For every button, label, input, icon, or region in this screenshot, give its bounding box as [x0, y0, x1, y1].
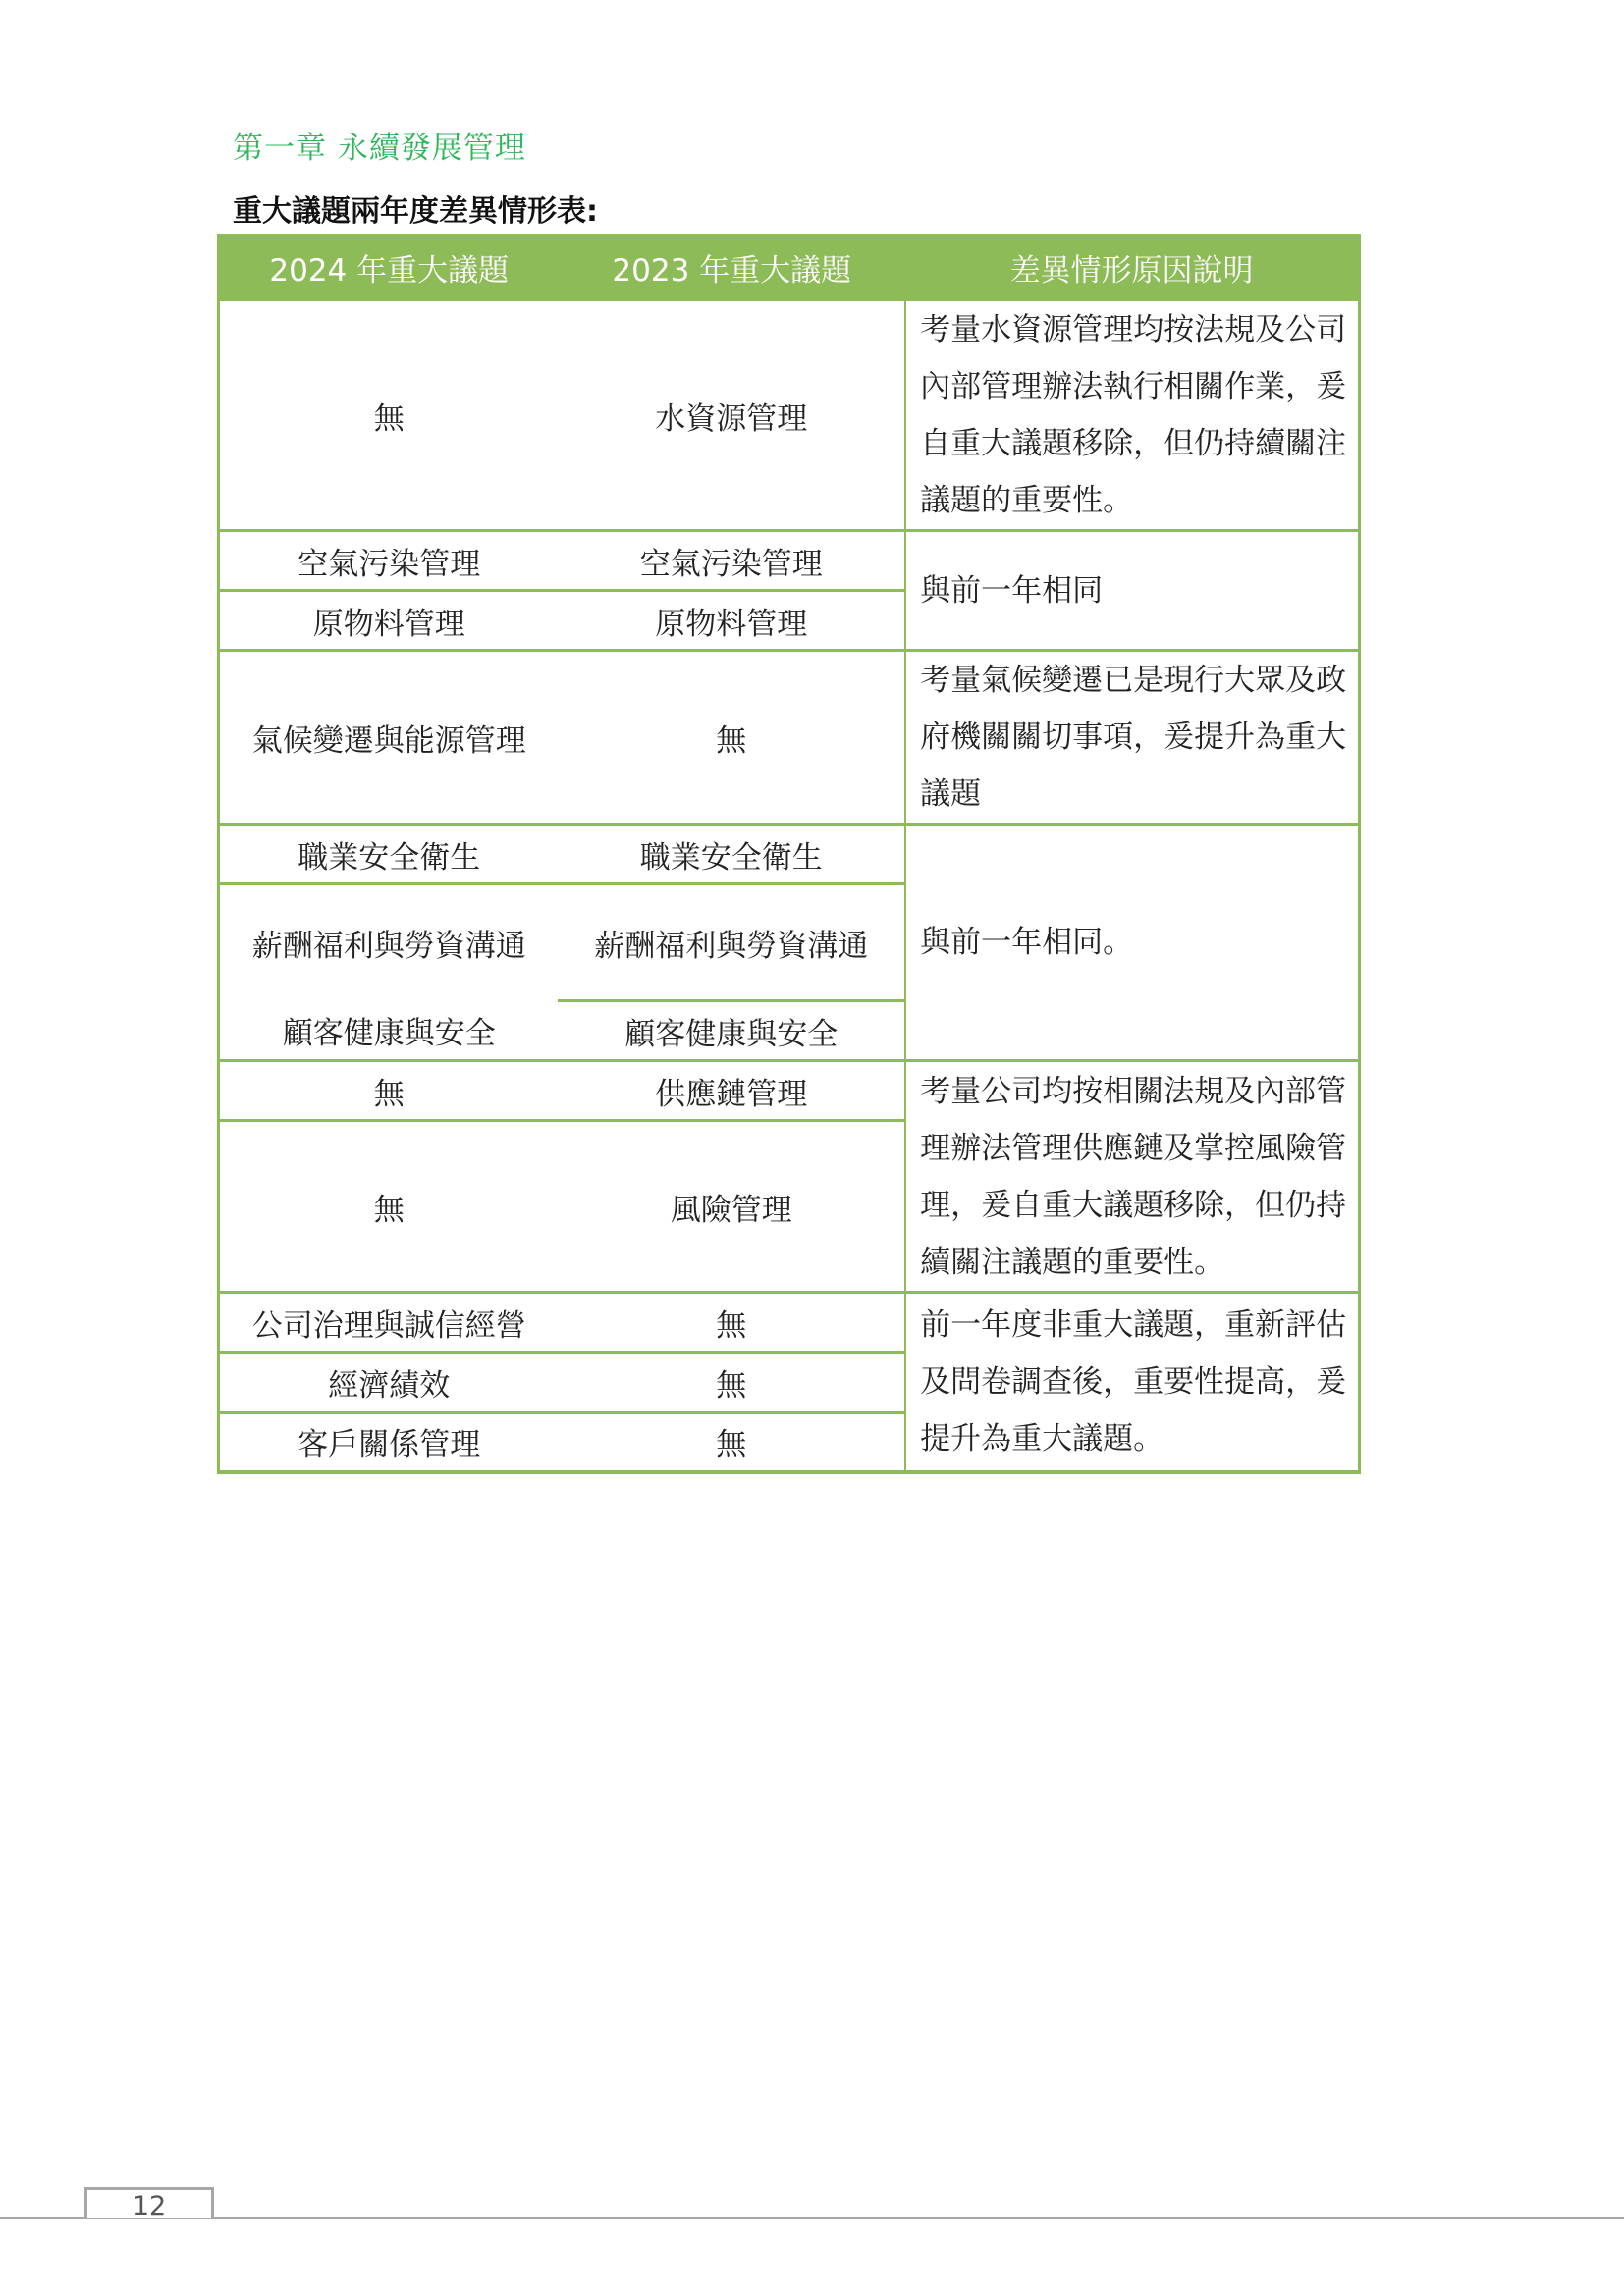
table-row [219, 651, 1360, 825]
page-number: 12 [132, 2191, 167, 2221]
table-row [219, 1061, 1360, 1121]
cell-2024-issue: 原物料管理 [219, 591, 559, 651]
cell-reason: 考量氣候變遷已是現行大眾及政府機關關切事項，爰提升為重大議題 [905, 651, 1359, 825]
header-2024-issues: 2024 年重大議題 [219, 236, 559, 300]
cell-2023-issue: 無 [558, 1413, 905, 1472]
cell-2023-issue: 無 [558, 651, 905, 825]
cell-2023-issue: 職業安全衛生 [558, 825, 905, 884]
cell-reason: 考量水資源管理均按法規及公司內部管理辦法執行相關作業，爰自重大議題移除，但仍持續關注議題的重要性。 [905, 300, 1359, 531]
cell-2024-issue: 無 [219, 1061, 559, 1121]
table-row [219, 300, 1360, 531]
cell-2024-issue: 無 [219, 300, 559, 531]
cell-2024-issue: 職業安全衛生 [219, 825, 559, 884]
cell-2024-issue: 客戶關係管理 [219, 1413, 559, 1472]
cell-2023-issue: 薪酬福利與勞資溝通 [558, 884, 905, 1001]
cell-2023-issue: 供應鏈管理 [558, 1061, 905, 1121]
header-reason: 差異情形原因說明 [905, 236, 1359, 300]
table-header-row [219, 236, 1360, 300]
cell-reason: 考量公司均按相關法規及內部管理辦法管理供應鏈及掌控風險管理，爰自重大議題移除，但仍持續關注議題的重要性。 [905, 1061, 1359, 1293]
cell-reason: 與前一年相同。 [905, 825, 1359, 1061]
table-row [219, 531, 1360, 591]
cell-2023-issue: 無 [558, 1293, 905, 1353]
material-issues-table [217, 234, 1361, 1474]
cell-2024-issue: 無 [219, 1121, 559, 1293]
cell-2024-issue: 公司治理與誠信經營 [219, 1293, 559, 1353]
chapter-heading: 第一章 永續發展管理 [233, 131, 526, 166]
footer-divider [0, 2217, 1624, 2219]
cell-2024-issue: 薪酬福利與勞資溝通 [219, 884, 559, 1001]
header-2023-issues: 2023 年重大議題 [558, 236, 905, 300]
cell-reason: 前一年度非重大議題，重新評估及問卷調查後，重要性提高，爰提升為重大議題。 [905, 1293, 1359, 1472]
cell-2024-issue: 氣候變遷與能源管理 [219, 651, 559, 825]
cell-2024-issue: 空氣污染管理 [219, 531, 559, 591]
table-title: 重大議題兩年度差異情形表: [233, 194, 598, 229]
cell-2023-issue: 顧客健康與安全 [558, 1001, 905, 1061]
cell-2023-issue: 原物料管理 [558, 591, 905, 651]
cell-2023-issue: 水資源管理 [558, 300, 905, 531]
cell-reason: 與前一年相同 [905, 531, 1359, 651]
table-row [219, 825, 1360, 884]
cell-2023-issue: 風險管理 [558, 1121, 905, 1293]
cell-2023-issue: 無 [558, 1353, 905, 1413]
cell-2024-issue: 經濟績效 [219, 1353, 559, 1413]
cell-2023-issue: 空氣污染管理 [558, 531, 905, 591]
table-row [219, 1293, 1360, 1353]
cell-2024-issue: 顧客健康與安全 [282, 1015, 496, 1051]
